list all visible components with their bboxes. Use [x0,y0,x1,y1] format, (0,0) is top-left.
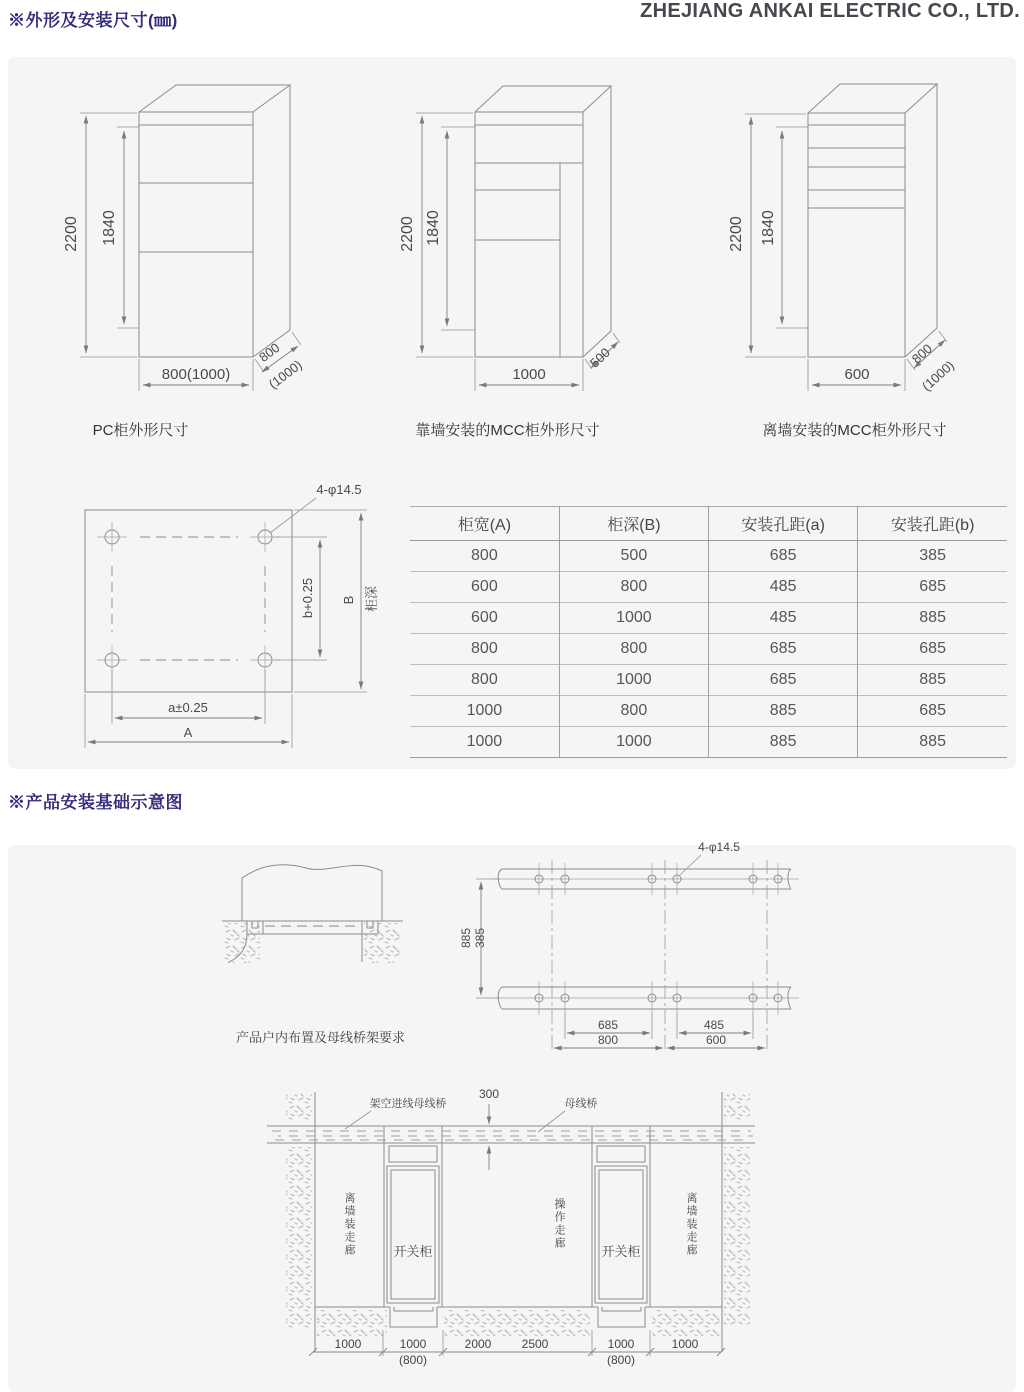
dim-inner-1840: 1840 [101,210,118,246]
cell: 600 [410,603,559,634]
table-header-row [410,507,1007,541]
col-header-width: 柜宽(A) [410,507,559,541]
label-corridor-center: 操作走廊 [553,1198,565,1250]
dim-2000: 2000 [464,1337,492,1351]
dim-A: A [183,725,193,740]
dim-2500: 2500 [521,1337,549,1351]
cell: 1000 [410,696,559,727]
table-row [410,572,1007,603]
dim-b: b+0.25 [300,577,315,619]
cell: 500 [559,541,708,572]
cell: 1000 [410,727,559,758]
label-busbar-bridge: 母线桥 [564,1098,598,1110]
depth-label: 柜深 [364,585,379,613]
dim-height-2200: 2200 [63,216,80,252]
cell: 885 [858,665,1007,696]
dim-depth: 500 [586,344,613,371]
label-corridor-right: 离墙装走廊 [685,1192,697,1257]
section2-panel [8,845,1016,1392]
dim-a: a±0.25 [168,700,208,715]
col-header-hole-b: 安装孔距(b) [858,507,1007,541]
cell: 800 [559,696,708,727]
dim-800-alt-left: (800) [398,1353,427,1367]
dim-depth-alt: (1000) [919,357,957,394]
company-name: ZHEJIANG ANKAI ELECTRIC CO., LTD. [640,0,1020,22]
dim-depth: 800 [256,339,283,365]
caption-pc-cabinet: PC柜外形尺寸 [92,422,189,439]
cell: 685 [709,541,858,572]
cell: 485 [709,572,858,603]
dim-800: 800 [597,1033,619,1047]
dim-depth: 800 [908,340,936,367]
cell: 685 [709,634,858,665]
dim-885: 885 [459,927,473,949]
dimension-table [410,506,1007,758]
dim-600: 600 [705,1033,727,1047]
section2-title: ※产品安装基础示意图 [8,793,183,812]
cell: 685 [709,665,858,696]
table-row [410,541,1007,572]
label-corridor-left: 离墙装走廊 [343,1192,355,1257]
cell: 685 [858,572,1007,603]
dim-485: 485 [703,1018,725,1032]
cell: 885 [858,603,1007,634]
dim-685: 685 [597,1018,619,1032]
cell: 1000 [559,665,708,696]
cell: 800 [559,572,708,603]
cell: 800 [559,634,708,665]
cell: 600 [410,572,559,603]
dim-800-alt-right: (800) [606,1353,635,1367]
section1-title: ※外形及安装尺寸(㎜) [8,11,178,30]
table-row [410,603,1007,634]
table-row [410,727,1007,758]
cell: 800 [410,541,559,572]
cell: 885 [858,727,1007,758]
table-row [410,665,1007,696]
cell: 800 [410,634,559,665]
dim-1000-1: 1000 [334,1337,362,1351]
dim-1000-3: 1000 [607,1337,635,1351]
cell: 885 [709,696,858,727]
dim-depth-alt: (1000) [265,357,305,392]
dim-1000-4: 1000 [671,1337,699,1351]
dim-width: 1000 [512,366,546,383]
dim-1000-2: 1000 [399,1337,427,1351]
col-header-depth: 柜深(B) [559,507,708,541]
dim-width: 600 [844,366,870,383]
label-incoming-busbar-bridge: 架空进线母线桥 [369,1098,447,1110]
dim-B: B [341,595,356,605]
col-header-hole-a: 安装孔距(a) [709,507,858,541]
cell: 885 [709,727,858,758]
table-row [410,634,1007,665]
cell: 1000 [559,603,708,634]
label-switch-cabinet-left: 开关柜 [393,1244,433,1259]
label-switch-cabinet-right: 开关柜 [601,1244,641,1259]
cell: 685 [858,696,1007,727]
caption-mcc-offwall: 离墙安装的MCC柜外形尺寸 [762,422,947,439]
cell: 485 [709,603,858,634]
cell: 385 [858,541,1007,572]
dim-height-2200: 2200 [399,216,416,252]
dim-height-2200: 2200 [728,216,745,252]
holes-label: 4-φ14.5 [316,482,362,497]
dim-inner-1840: 1840 [760,210,777,246]
holes-label: 4-φ14.5 [698,840,740,854]
cell: 685 [858,634,1007,665]
dim-300: 300 [478,1087,500,1101]
dim-inner-1840: 1840 [425,210,442,246]
table-row [410,696,1007,727]
dim-385: 385 [473,927,487,949]
caption-foundation: 产品户内布置及母线桥架要求 [235,1030,405,1045]
cell: 1000 [559,727,708,758]
cell: 800 [410,665,559,696]
dim-width: 800(1000) [161,366,231,383]
caption-mcc-wall: 靠墙安装的MCC柜外形尺寸 [415,422,600,439]
